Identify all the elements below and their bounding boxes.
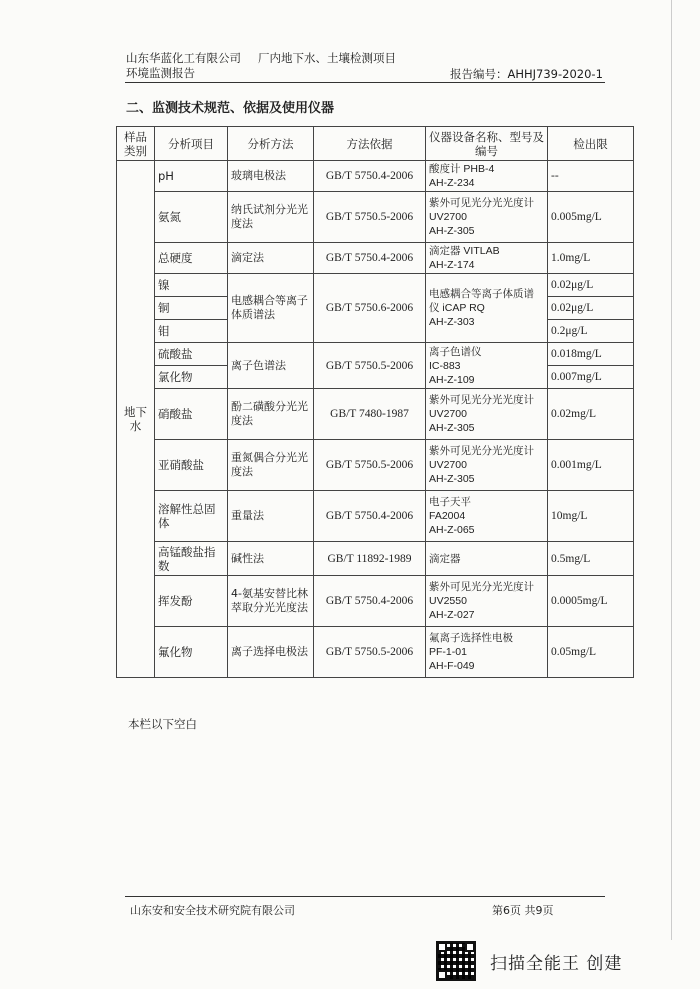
sample-type-cell: 地下水 — [117, 161, 155, 678]
method-cell: 纳氏试剂分光光度法 — [228, 192, 314, 243]
basis-cell: GB/T 5750.4-2006 — [314, 576, 426, 627]
limit-cell: 0.005mg/L — [548, 192, 634, 243]
basis-cell: GB/T 5750.5-2006 — [314, 440, 426, 491]
header-report-type: 环境监测报告 — [126, 66, 195, 80]
limit-cell: 0.02μg/L — [548, 274, 634, 297]
col-item: 分析项目 — [155, 127, 228, 161]
instrument-cell: 滴定器 VITLAB AH-Z-174 — [426, 243, 548, 274]
table-row — [117, 576, 634, 627]
table-row — [117, 161, 634, 192]
section-title: 二、监测技术规范、依据及使用仪器 — [126, 101, 335, 116]
instrument-cell: 紫外可见光分光光度计 UV2700 AH-Z-305 — [426, 440, 548, 491]
item-cell: 高锰酸盐指数 — [155, 542, 228, 576]
table-row — [117, 343, 634, 366]
col-method: 分析方法 — [228, 127, 314, 161]
col-sample-type: 样品类别 — [117, 127, 155, 161]
col-basis: 方法依据 — [314, 127, 426, 161]
item-cell: 硫酸盐 — [155, 343, 228, 366]
header-project: 厂内地下水、土壤检测项目 — [258, 51, 396, 65]
limit-cell: 0.0005mg/L — [548, 576, 634, 627]
instrument-cell: 紫外可见光分光光度计 UV2700 AH-Z-305 — [426, 192, 548, 243]
instrument-cell: 电子天平 FA2004 AH-Z-065 — [426, 491, 548, 542]
header-company: 山东华蓝化工有限公司 — [126, 51, 241, 65]
method-cell: 4-氨基安替比林萃取分光光度法 — [228, 576, 314, 627]
limit-cell: 0.02μg/L — [548, 297, 634, 320]
limit-cell: 0.001mg/L — [548, 440, 634, 491]
basis-cell: GB/T 5750.5-2006 — [314, 627, 426, 678]
basis-cell: GB/T 5750.5-2006 — [314, 192, 426, 243]
item-cell: 镍 — [155, 274, 228, 297]
page-edge-shadow — [671, 0, 672, 940]
col-instrument: 仪器设备名称、型号及编号 — [426, 127, 548, 161]
instrument-cell: 滴定器 — [426, 542, 548, 576]
item-cell: 氨氮 — [155, 192, 228, 243]
table-row — [117, 274, 634, 297]
item-cell: 溶解性总固体 — [155, 491, 228, 542]
item-cell: 亚硝酸盐 — [155, 440, 228, 491]
table-row — [117, 440, 634, 491]
table-row — [117, 542, 634, 576]
item-cell: 总硬度 — [155, 243, 228, 274]
limit-cell: 0.007mg/L — [548, 366, 634, 389]
method-cell: 玻璃电极法 — [228, 161, 314, 192]
header-report-number: 报告编号：AHHJ739-2020-1 — [450, 67, 603, 81]
basis-cell: GB/T 5750.6-2006 — [314, 274, 426, 343]
item-cell: 铜 — [155, 297, 228, 320]
basis-cell: GB/T 5750.5-2006 — [314, 343, 426, 389]
limit-cell: -- — [548, 161, 634, 192]
methods-table — [116, 126, 634, 678]
blank-note: 本栏以下空白 — [128, 717, 197, 731]
method-cell: 滴定法 — [228, 243, 314, 274]
method-cell: 电感耦合等离子体质谱法 — [228, 274, 314, 343]
footer-institute: 山东安和安全技术研究院有限公司 — [130, 904, 295, 917]
item-cell: pH — [155, 161, 228, 192]
limit-cell: 0.2μg/L — [548, 320, 634, 343]
item-cell: 挥发酚 — [155, 576, 228, 627]
method-cell: 离子选择电极法 — [228, 627, 314, 678]
table-row — [117, 491, 634, 542]
footer-divider — [125, 896, 605, 897]
item-cell: 钼 — [155, 320, 228, 343]
limit-cell: 10mg/L — [548, 491, 634, 542]
instrument-cell: 酸度计 PHB-4 AH-Z-234 — [426, 161, 548, 192]
method-cell: 重氮偶合分光光度法 — [228, 440, 314, 491]
col-limit: 检出限 — [548, 127, 634, 161]
scanner-watermark: 扫描全能王 创建 — [490, 954, 623, 974]
basis-cell: GB/T 5750.4-2006 — [314, 243, 426, 274]
limit-cell: 0.05mg/L — [548, 627, 634, 678]
header-divider — [125, 82, 605, 83]
table-row — [117, 389, 634, 440]
instrument-cell: 离子色谱仪 IC-883 AH-Z-109 — [426, 343, 548, 389]
table-row — [117, 627, 634, 678]
method-cell: 重量法 — [228, 491, 314, 542]
item-cell: 氯化物 — [155, 366, 228, 389]
method-cell: 碱性法 — [228, 542, 314, 576]
method-cell: 离子色谱法 — [228, 343, 314, 389]
basis-cell: GB/T 7480-1987 — [314, 389, 426, 440]
instrument-cell: 氟离子选择性电极 PF-1-01 AH-F-049 — [426, 627, 548, 678]
method-cell: 酚二磺酸分光光度法 — [228, 389, 314, 440]
table-row — [117, 243, 634, 274]
instrument-cell: 紫外可见光分光光度计 UV2550 AH-Z-027 — [426, 576, 548, 627]
qr-code-icon — [436, 941, 476, 981]
footer-page: 第6页 共9页 — [492, 904, 554, 917]
basis-cell: GB/T 11892-1989 — [314, 542, 426, 576]
instrument-cell: 紫外可见光分光光度计 UV2700 AH-Z-305 — [426, 389, 548, 440]
instrument-cell: 电感耦合等离子体质谱仪 iCAP RQ AH-Z-303 — [426, 274, 548, 343]
table-header-row — [117, 127, 634, 161]
item-cell: 硝酸盐 — [155, 389, 228, 440]
limit-cell: 0.018mg/L — [548, 343, 634, 366]
limit-cell: 1.0mg/L — [548, 243, 634, 274]
limit-cell: 0.5mg/L — [548, 542, 634, 576]
limit-cell: 0.02mg/L — [548, 389, 634, 440]
basis-cell: GB/T 5750.4-2006 — [314, 491, 426, 542]
table-row — [117, 192, 634, 243]
item-cell: 氟化物 — [155, 627, 228, 678]
basis-cell: GB/T 5750.4-2006 — [314, 161, 426, 192]
